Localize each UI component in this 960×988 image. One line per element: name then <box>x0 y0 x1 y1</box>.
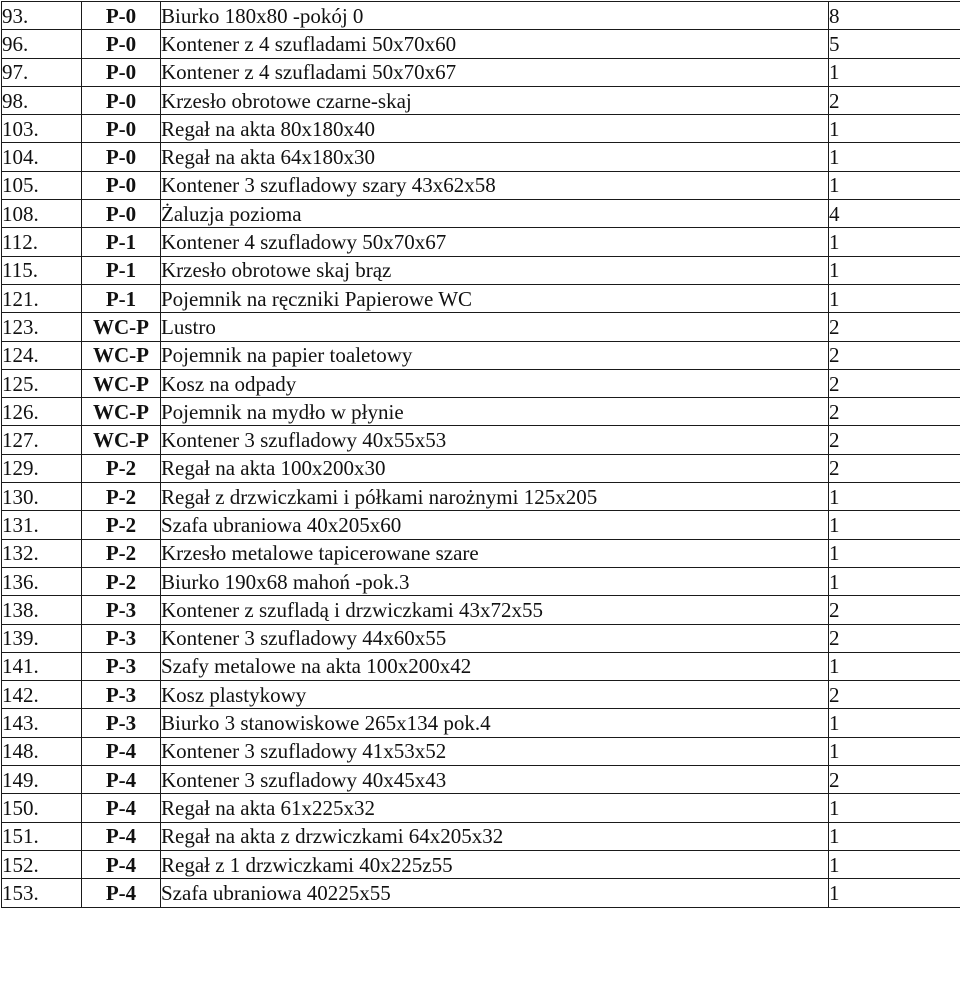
item-number-cell: 121. <box>2 284 82 312</box>
item-description-cell: Regał na akta 61x225x32 <box>161 794 829 822</box>
room-code-cell: P-0 <box>82 200 161 228</box>
room-code-cell: P-4 <box>82 850 161 878</box>
item-number-cell: 131. <box>2 511 82 539</box>
table-row <box>2 115 960 143</box>
item-number-cell: 136. <box>2 567 82 595</box>
room-code-cell: P-0 <box>82 2 161 30</box>
quantity-cell: 2 <box>829 86 960 114</box>
quantity-cell: 1 <box>829 652 960 680</box>
table-row <box>2 143 960 171</box>
quantity-cell: 2 <box>829 766 960 794</box>
item-number-cell: 149. <box>2 766 82 794</box>
item-description-cell: Krzesło obrotowe skaj brąz <box>161 256 829 284</box>
quantity-cell: 1 <box>829 483 960 511</box>
item-description-cell: Regał z drzwiczkami i półkami narożnymi 125x205 <box>161 483 829 511</box>
item-number-cell: 124. <box>2 341 82 369</box>
quantity-cell: 8 <box>829 2 960 30</box>
room-code-cell: P-0 <box>82 58 161 86</box>
item-description-cell: Krzesło metalowe tapicerowane szare <box>161 539 829 567</box>
item-number-cell: 93. <box>2 2 82 30</box>
room-code-cell: P-1 <box>82 256 161 284</box>
inventory-table <box>1 1 960 908</box>
table-row <box>2 850 960 878</box>
inventory-table-body <box>2 2 960 908</box>
table-row <box>2 313 960 341</box>
table-row <box>2 766 960 794</box>
item-number-cell: 125. <box>2 369 82 397</box>
item-number-cell: 98. <box>2 86 82 114</box>
item-number-cell: 129. <box>2 454 82 482</box>
table-row <box>2 30 960 58</box>
quantity-cell: 1 <box>829 143 960 171</box>
item-description-cell: Kontener 4 szufladowy 50x70x67 <box>161 228 829 256</box>
item-number-cell: 152. <box>2 850 82 878</box>
room-code-cell: WC-P <box>82 313 161 341</box>
room-code-cell: WC-P <box>82 426 161 454</box>
room-code-cell: P-4 <box>82 766 161 794</box>
quantity-cell: 2 <box>829 369 960 397</box>
room-code-cell: P-3 <box>82 596 161 624</box>
item-number-cell: 96. <box>2 30 82 58</box>
item-description-cell: Regał na akta 64x180x30 <box>161 143 829 171</box>
table-row <box>2 86 960 114</box>
item-number-cell: 126. <box>2 398 82 426</box>
room-code-cell: P-1 <box>82 228 161 256</box>
room-code-cell: P-3 <box>82 652 161 680</box>
item-description-cell: Kontener 3 szufladowy 40x55x53 <box>161 426 829 454</box>
quantity-cell: 2 <box>829 341 960 369</box>
item-description-cell: Żaluzja pozioma <box>161 200 829 228</box>
item-number-cell: 138. <box>2 596 82 624</box>
item-number-cell: 139. <box>2 624 82 652</box>
item-description-cell: Biurko 180x80 -pokój 0 <box>161 2 829 30</box>
item-description-cell: Biurko 190x68 mahoń -pok.3 <box>161 567 829 595</box>
table-row <box>2 652 960 680</box>
table-row <box>2 539 960 567</box>
quantity-cell: 1 <box>829 539 960 567</box>
room-code-cell: P-3 <box>82 624 161 652</box>
item-number-cell: 151. <box>2 822 82 850</box>
quantity-cell: 1 <box>829 794 960 822</box>
item-description-cell: Regał z 1 drzwiczkami 40x225z55 <box>161 850 829 878</box>
item-description-cell: Kontener z 4 szufladami 50x70x67 <box>161 58 829 86</box>
item-number-cell: 104. <box>2 143 82 171</box>
table-row <box>2 709 960 737</box>
room-code-cell: WC-P <box>82 341 161 369</box>
item-description-cell: Regał na akta 100x200x30 <box>161 454 829 482</box>
room-code-cell: P-2 <box>82 454 161 482</box>
quantity-cell: 2 <box>829 398 960 426</box>
table-row <box>2 171 960 199</box>
room-code-cell: P-0 <box>82 171 161 199</box>
quantity-cell: 1 <box>829 58 960 86</box>
room-code-cell: P-4 <box>82 879 161 907</box>
room-code-cell: WC-P <box>82 398 161 426</box>
room-code-cell: P-2 <box>82 511 161 539</box>
quantity-cell: 2 <box>829 624 960 652</box>
table-row <box>2 369 960 397</box>
item-description-cell: Regał na akta 80x180x40 <box>161 115 829 143</box>
item-number-cell: 141. <box>2 652 82 680</box>
quantity-cell: 1 <box>829 567 960 595</box>
quantity-cell: 1 <box>829 709 960 737</box>
table-row <box>2 624 960 652</box>
item-description-cell: Kontener z szufladą i drzwiczkami 43x72x55 <box>161 596 829 624</box>
table-row <box>2 483 960 511</box>
room-code-cell: P-2 <box>82 483 161 511</box>
item-number-cell: 148. <box>2 737 82 765</box>
quantity-cell: 2 <box>829 596 960 624</box>
item-number-cell: 143. <box>2 709 82 737</box>
table-row <box>2 737 960 765</box>
item-number-cell: 97. <box>2 58 82 86</box>
quantity-cell: 1 <box>829 171 960 199</box>
item-description-cell: Pojemnik na papier toaletowy <box>161 341 829 369</box>
item-number-cell: 108. <box>2 200 82 228</box>
quantity-cell: 1 <box>829 822 960 850</box>
table-row <box>2 794 960 822</box>
item-description-cell: Pojemnik na ręczniki Papierowe WC <box>161 284 829 312</box>
table-row <box>2 200 960 228</box>
room-code-cell: P-4 <box>82 822 161 850</box>
item-description-cell: Pojemnik na mydło w płynie <box>161 398 829 426</box>
room-code-cell: P-1 <box>82 284 161 312</box>
quantity-cell: 1 <box>829 115 960 143</box>
item-number-cell: 127. <box>2 426 82 454</box>
item-number-cell: 132. <box>2 539 82 567</box>
item-number-cell: 115. <box>2 256 82 284</box>
room-code-cell: P-4 <box>82 737 161 765</box>
table-row <box>2 256 960 284</box>
quantity-cell: 1 <box>829 850 960 878</box>
quantity-cell: 2 <box>829 454 960 482</box>
item-number-cell: 153. <box>2 879 82 907</box>
quantity-cell: 2 <box>829 426 960 454</box>
room-code-cell: P-2 <box>82 567 161 595</box>
room-code-cell: P-0 <box>82 30 161 58</box>
item-number-cell: 130. <box>2 483 82 511</box>
table-row <box>2 341 960 369</box>
item-description-cell: Kontener 3 szufladowy 44x60x55 <box>161 624 829 652</box>
quantity-cell: 1 <box>829 284 960 312</box>
item-number-cell: 123. <box>2 313 82 341</box>
table-row <box>2 2 960 30</box>
room-code-cell: P-0 <box>82 143 161 171</box>
quantity-cell: 1 <box>829 228 960 256</box>
table-row <box>2 567 960 595</box>
table-row <box>2 511 960 539</box>
table-row <box>2 822 960 850</box>
item-description-cell: Szafy metalowe na akta 100x200x42 <box>161 652 829 680</box>
quantity-cell: 1 <box>829 879 960 907</box>
item-description-cell: Kontener 3 szufladowy 41x53x52 <box>161 737 829 765</box>
table-row <box>2 398 960 426</box>
table-row <box>2 58 960 86</box>
item-description-cell: Szafa ubraniowa 40x205x60 <box>161 511 829 539</box>
item-description-cell: Kontener z 4 szufladami 50x70x60 <box>161 30 829 58</box>
quantity-cell: 1 <box>829 511 960 539</box>
room-code-cell: WC-P <box>82 369 161 397</box>
quantity-cell: 2 <box>829 313 960 341</box>
table-row <box>2 426 960 454</box>
room-code-cell: P-2 <box>82 539 161 567</box>
table-row <box>2 228 960 256</box>
item-number-cell: 105. <box>2 171 82 199</box>
quantity-cell: 1 <box>829 737 960 765</box>
room-code-cell: P-3 <box>82 709 161 737</box>
room-code-cell: P-0 <box>82 115 161 143</box>
room-code-cell: P-0 <box>82 86 161 114</box>
item-description-cell: Kontener 3 szufladowy szary 43x62x58 <box>161 171 829 199</box>
item-number-cell: 142. <box>2 681 82 709</box>
quantity-cell: 1 <box>829 256 960 284</box>
item-number-cell: 112. <box>2 228 82 256</box>
quantity-cell: 4 <box>829 200 960 228</box>
table-row <box>2 284 960 312</box>
item-description-cell: Regał na akta z drzwiczkami 64x205x32 <box>161 822 829 850</box>
item-number-cell: 103. <box>2 115 82 143</box>
table-row <box>2 454 960 482</box>
quantity-cell: 2 <box>829 681 960 709</box>
table-row <box>2 681 960 709</box>
table-row <box>2 596 960 624</box>
item-description-cell: Lustro <box>161 313 829 341</box>
room-code-cell: P-4 <box>82 794 161 822</box>
quantity-cell: 5 <box>829 30 960 58</box>
item-description-cell: Kosz na odpady <box>161 369 829 397</box>
room-code-cell: P-3 <box>82 681 161 709</box>
table-row <box>2 879 960 907</box>
item-number-cell: 150. <box>2 794 82 822</box>
item-description-cell: Kosz plastykowy <box>161 681 829 709</box>
item-description-cell: Szafa ubraniowa 40225x55 <box>161 879 829 907</box>
item-description-cell: Biurko 3 stanowiskowe 265x134 pok.4 <box>161 709 829 737</box>
item-description-cell: Krzesło obrotowe czarne-skaj <box>161 86 829 114</box>
item-description-cell: Kontener 3 szufladowy 40x45x43 <box>161 766 829 794</box>
